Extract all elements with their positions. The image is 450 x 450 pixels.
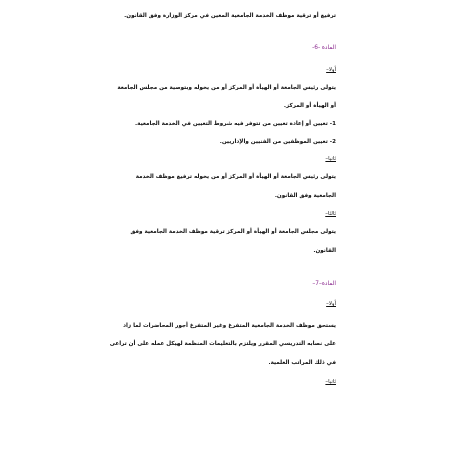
- article-6-third-line-1: يتولى مجلس الجامعة أو الهيأة أو المركز ترقية موظف الخدمة الجامعية وفق: [130, 229, 336, 235]
- article-7-line-1: يستحق موظف الخدمة الجامعية المتفرغ وغير المتفرغ أجور المحاضرات لما زاد: [123, 323, 336, 329]
- article-6-third-label: ثالثا–: [325, 211, 336, 217]
- article-6-heading: المادة -6-: [312, 45, 336, 51]
- article-7-second-label: ثانيا–: [325, 379, 336, 385]
- article-6-second-line-2: الجامعية وفق القانون.: [274, 193, 336, 199]
- article-7-line-2: على نصابه التدريسي المقرر ويلتزم بالتعليمات المنظمة لهيكل عمله على أن تراعى: [109, 341, 336, 347]
- intro-line: ترفيع أو ترقية موظف الخدمة الجامعية المعين في مركز الوزارة وفق القانون.: [124, 13, 336, 19]
- article-7-first-label: أولا–: [326, 301, 336, 307]
- article-6-item-1: 1- تعيين أو إعادة تعيين من تتوفر فيه شروط التعيين في الخدمة الجامعية.: [135, 121, 336, 127]
- article-6-second-label: ثانيا–: [325, 156, 336, 162]
- article-6-first-line-1: يتولى رئيس الجامعة أو الهيأة أو المركز أو من يخوله وبتوصية من مجلس الجامعة: [117, 85, 336, 91]
- article-6-first-label: أولا–: [326, 67, 336, 73]
- article-7-line-3: في ذلك المراتب العلمية.: [268, 360, 336, 366]
- article-6-third-line-2: القانون.: [313, 248, 336, 254]
- article-6-item-2: 2- تعيين الموظفين من الفنيين والإداريين.: [219, 139, 336, 145]
- article-7-heading: المادة–7–: [312, 281, 336, 287]
- document-page: [109, 0, 336, 450]
- article-6-first-line-2: أو الهيأة أو المركز.: [283, 103, 336, 109]
- article-6-second-line-1: يتولى رئيس الجامعة أو الهيأة أو المركز أو من يخوله ترفيع موظف الخدمة: [135, 174, 336, 180]
